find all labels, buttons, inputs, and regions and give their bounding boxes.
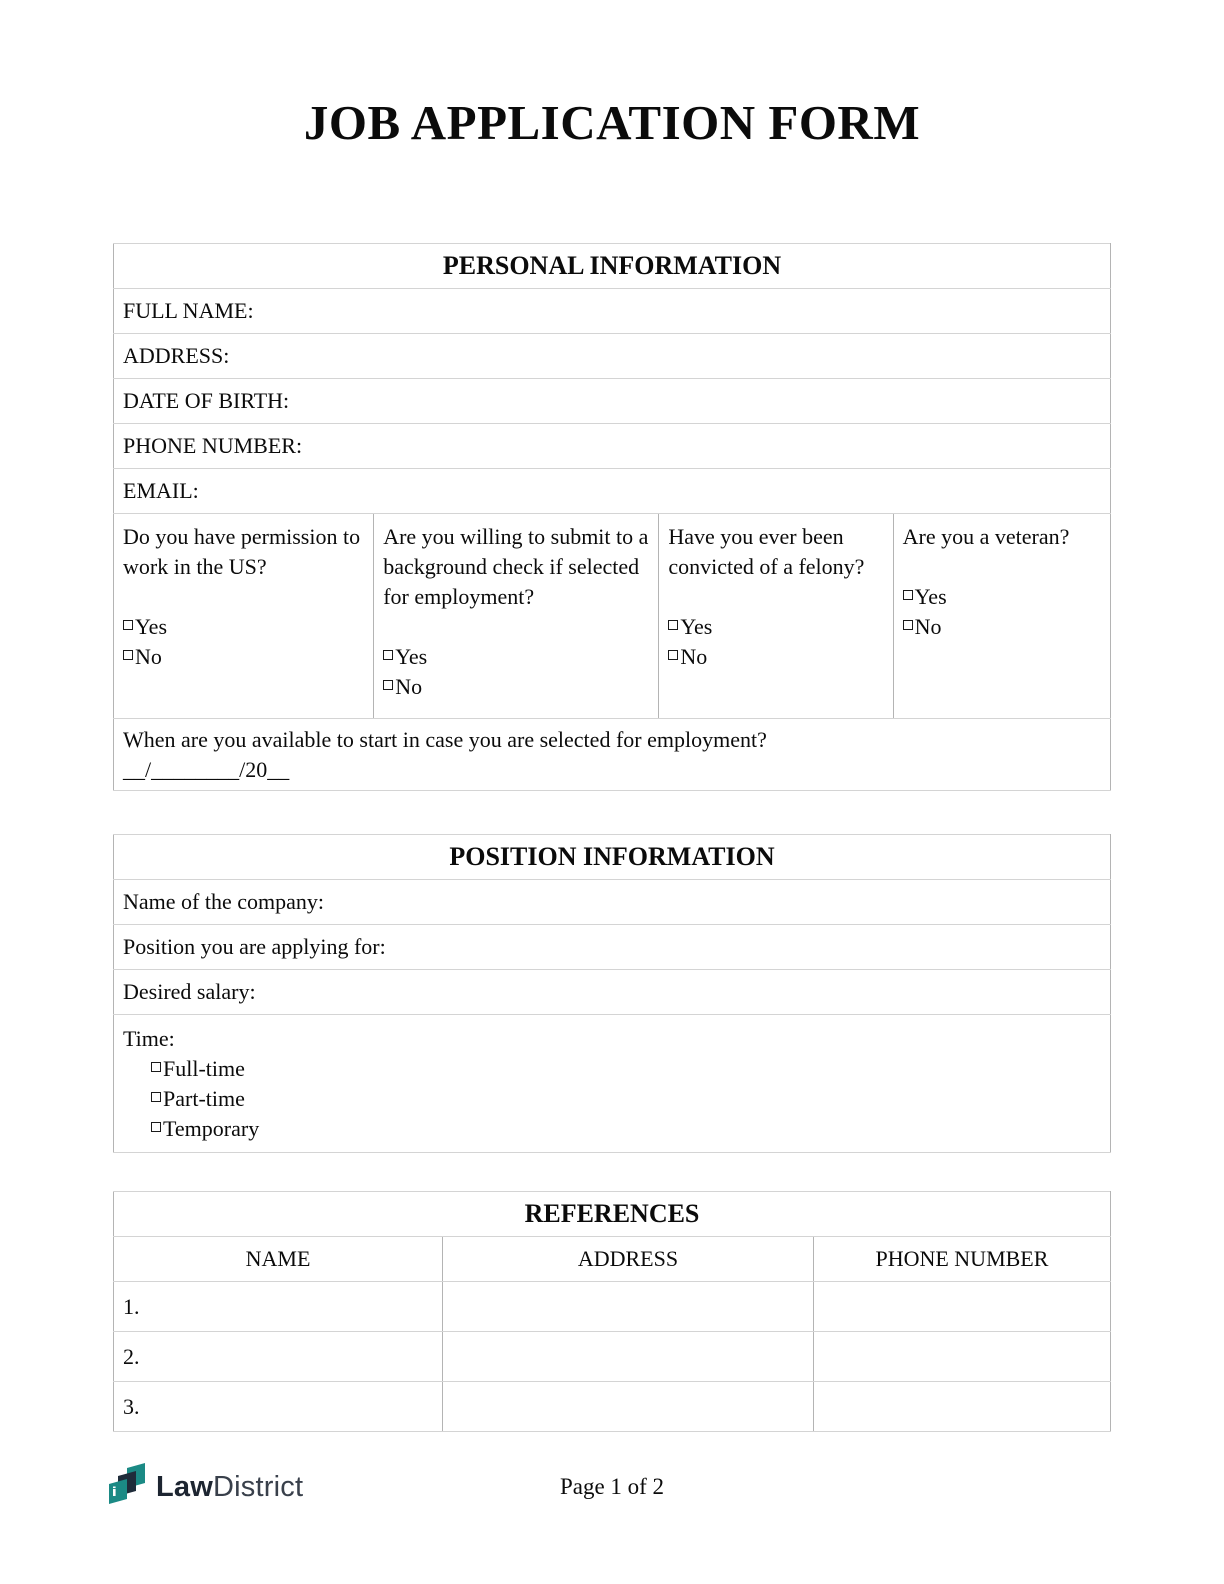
reference-2-phone-cell[interactable] — [813, 1332, 1110, 1382]
personal-information-table — [113, 243, 1111, 791]
reference-3-number[interactable]: 3. — [114, 1382, 443, 1432]
reference-3-phone-cell[interactable] — [813, 1382, 1110, 1432]
references-name-column-header: NAME — [114, 1237, 443, 1282]
felony-question-text: Have you ever been convicted of a felony? — [668, 524, 865, 579]
background-check-no-option[interactable]: No — [383, 672, 649, 702]
checkbox-icon[interactable] — [668, 650, 678, 660]
checkbox-icon[interactable] — [151, 1122, 161, 1132]
questions-row — [114, 514, 1111, 719]
reference-row-1 — [114, 1282, 1111, 1332]
veteran-question-text: Are you a veteran? — [902, 524, 1070, 549]
date-of-birth-row — [114, 379, 1111, 424]
desired-salary-row — [114, 970, 1111, 1015]
permission-no-option[interactable]: No — [123, 642, 364, 672]
full-name-row — [114, 289, 1111, 334]
felony-no-option[interactable]: No — [668, 642, 883, 672]
permission-yes-option[interactable]: Yes — [123, 612, 364, 642]
page-footer — [113, 1460, 1111, 1520]
page-title: JOB APPLICATION FORM — [303, 95, 921, 150]
background-check-question-cell — [374, 514, 659, 719]
checkbox-icon[interactable] — [151, 1062, 161, 1072]
position-applied-row — [114, 925, 1111, 970]
reference-3-address-cell[interactable] — [443, 1382, 814, 1432]
reference-row-3 — [114, 1382, 1111, 1432]
date-of-birth-field[interactable]: DATE OF BIRTH: — [114, 379, 1111, 424]
checkbox-icon[interactable] — [151, 1092, 161, 1102]
personal-section-title: PERSONAL INFORMATION — [114, 244, 1111, 289]
references-header-row — [114, 1192, 1111, 1237]
time-row — [114, 1015, 1111, 1153]
references-columns-row — [114, 1237, 1111, 1282]
full-name-field[interactable]: FULL NAME: — [114, 289, 1111, 334]
checkbox-icon[interactable] — [383, 650, 393, 660]
permission-question-text: Do you have permission to work in the US? — [123, 524, 361, 579]
position-applied-field[interactable]: Position you are applying for: — [114, 925, 1111, 970]
time-label: Time: — [123, 1025, 175, 1051]
reference-row-2 — [114, 1332, 1111, 1382]
availability-date-blank[interactable]: __/________/20__ — [123, 756, 290, 782]
temporary-option[interactable]: Temporary — [151, 1114, 1101, 1144]
phone-number-field[interactable]: PHONE NUMBER: — [114, 424, 1111, 469]
permission-question-cell — [114, 514, 374, 719]
part-time-option[interactable]: Part-time — [151, 1084, 1101, 1114]
email-row — [114, 469, 1111, 514]
address-row — [114, 334, 1111, 379]
checkbox-icon[interactable] — [903, 590, 913, 600]
availability-cell[interactable] — [114, 719, 1111, 791]
reference-1-address-cell[interactable] — [443, 1282, 814, 1332]
reference-2-number[interactable]: 2. — [114, 1332, 443, 1382]
background-check-question-text: Are you willing to submit to a background check if selected for employment? — [383, 524, 649, 609]
felony-question-cell — [659, 514, 893, 719]
veteran-question-cell — [893, 514, 1110, 719]
background-check-yes-option[interactable]: Yes — [383, 642, 649, 672]
references-table — [113, 1191, 1111, 1432]
page-number: Page 1 of 2 — [559, 1474, 665, 1499]
checkbox-icon[interactable] — [123, 650, 133, 660]
reference-1-number[interactable]: 1. — [114, 1282, 443, 1332]
reference-2-address-cell[interactable] — [443, 1332, 814, 1382]
full-time-option[interactable]: Full-time — [151, 1054, 1101, 1084]
company-name-field[interactable]: Name of the company: — [114, 880, 1111, 925]
checkbox-icon[interactable] — [668, 620, 678, 630]
reference-1-phone-cell[interactable] — [813, 1282, 1110, 1332]
address-field[interactable]: ADDRESS: — [114, 334, 1111, 379]
time-cell — [114, 1015, 1111, 1153]
references-section-title: REFERENCES — [114, 1192, 1111, 1237]
position-information-table — [113, 834, 1111, 1153]
veteran-yes-option[interactable]: Yes — [903, 582, 1101, 612]
checkbox-icon[interactable] — [383, 680, 393, 690]
phone-number-row — [114, 424, 1111, 469]
references-phone-column-header: PHONE NUMBER — [813, 1237, 1110, 1282]
checkbox-icon[interactable] — [123, 620, 133, 630]
position-header-row — [114, 835, 1111, 880]
references-address-column-header: ADDRESS — [443, 1237, 814, 1282]
lawdistrict-logo-text: LawDistrict — [156, 1470, 304, 1503]
personal-header-row — [114, 244, 1111, 289]
availability-row — [114, 719, 1111, 791]
desired-salary-field[interactable]: Desired salary: — [114, 970, 1111, 1015]
company-name-row — [114, 880, 1111, 925]
position-section-title: POSITION INFORMATION — [114, 835, 1111, 880]
email-field[interactable]: EMAIL: — [114, 469, 1111, 514]
felony-yes-option[interactable]: Yes — [668, 612, 883, 642]
checkbox-icon[interactable] — [903, 620, 913, 630]
veteran-no-option[interactable]: No — [903, 612, 1101, 642]
availability-question-text: When are you available to start in case you are selected for employment? — [123, 726, 767, 752]
